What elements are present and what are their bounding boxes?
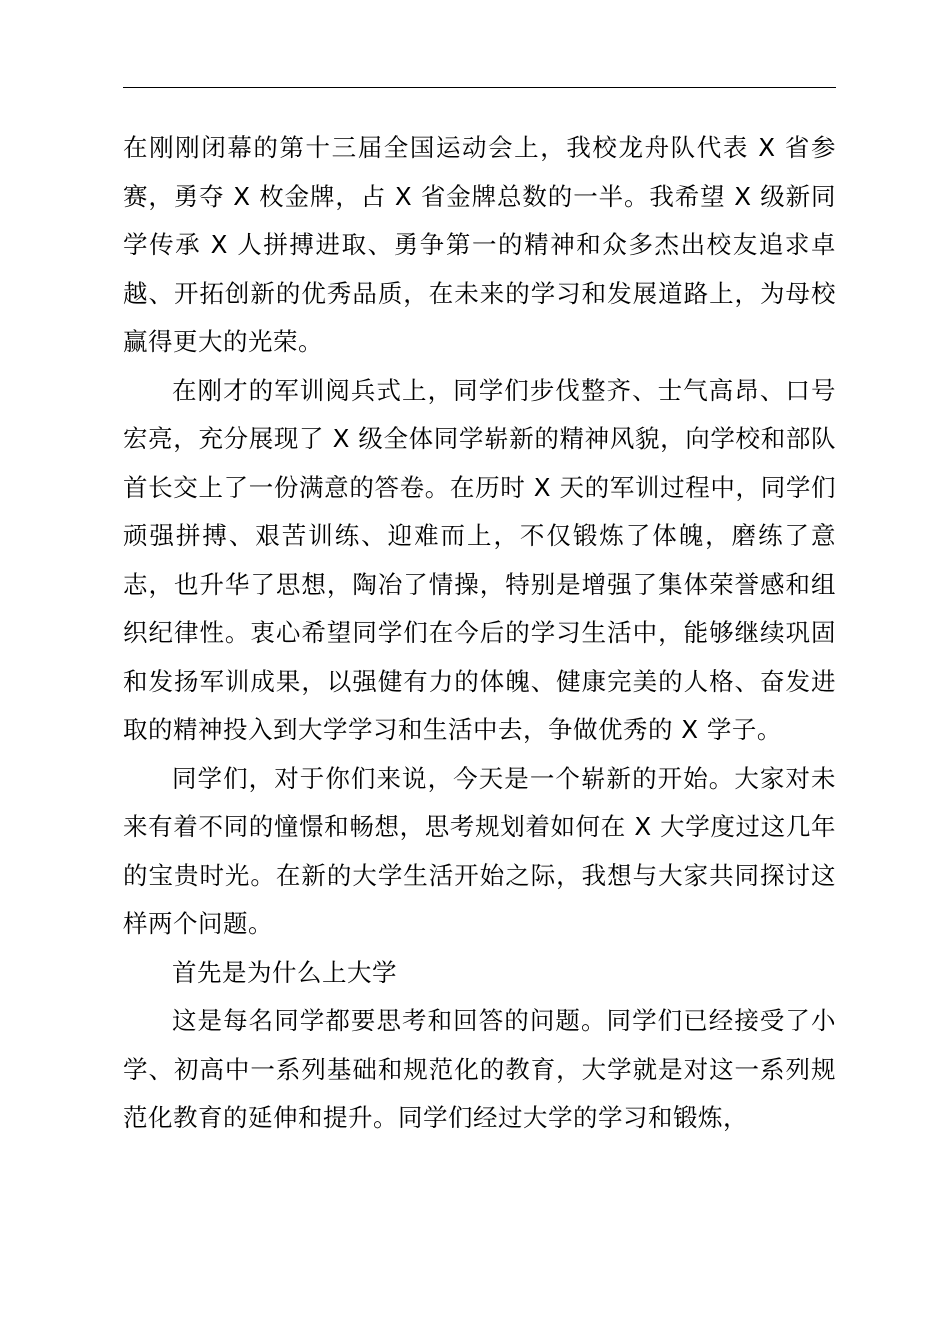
- header-rule: [123, 87, 836, 88]
- section-heading: 首先是为什么上大学: [172, 957, 397, 987]
- paragraph-1: 在刚刚闭幕的第十三届全国运动会上，我校龙舟队代表 X 省参赛，勇夺 X 枚金牌，占 X 省金牌总数的一半。我希望 X 级新同学传承 X 人拼搏进取、勇争第一的精神和众多杰出校友追求卓越、开拓创新的优秀品质，在未来的学习和发展道路上，为母校赢得更大的光荣。: [123, 133, 836, 356]
- document-body: [123, 124, 836, 1143]
- paragraph-3: 同学们，对于你们来说，今天是一个崭新的开始。大家对未来有着不同的憧憬和畅想，思考规划着如何在 X 大学度过这几年的宝贵时光。在新的大学生活开始之际，我想与大家共同探讨这样两个问题。: [123, 763, 836, 938]
- paragraph-2: 在刚才的军训阅兵式上，同学们步伐整齐、士气高昂、口号宏亮，充分展现了 X 级全体同学崭新的精神风貌，向学校和部队首长交上了一份满意的答卷。在历时 X 天的军训过程中，同学们顽强拼搏、艰苦训练、迎难而上，不仅锻炼了体魄，磨练了意志，也升华了思想，陶冶了情操，特别是增强了集体荣誉感和组织纪律性。衷心希望同学们在今后的学习生活中，能够继续巩固和发扬军训成果，以强健有力的体魄、健康完美的人格、奋发进取的精神投入到大学学习和生活中去，争做优秀的 X 学子。: [123, 375, 836, 744]
- paragraph-4: 这是每名同学都要思考和回答的问题。同学们已经接受了小学、初高中一系列基础和规范化的教育，大学就是对这一系列规范化教育的延伸和提升。同学们经过大学的学习和锻炼，: [123, 1006, 836, 1132]
